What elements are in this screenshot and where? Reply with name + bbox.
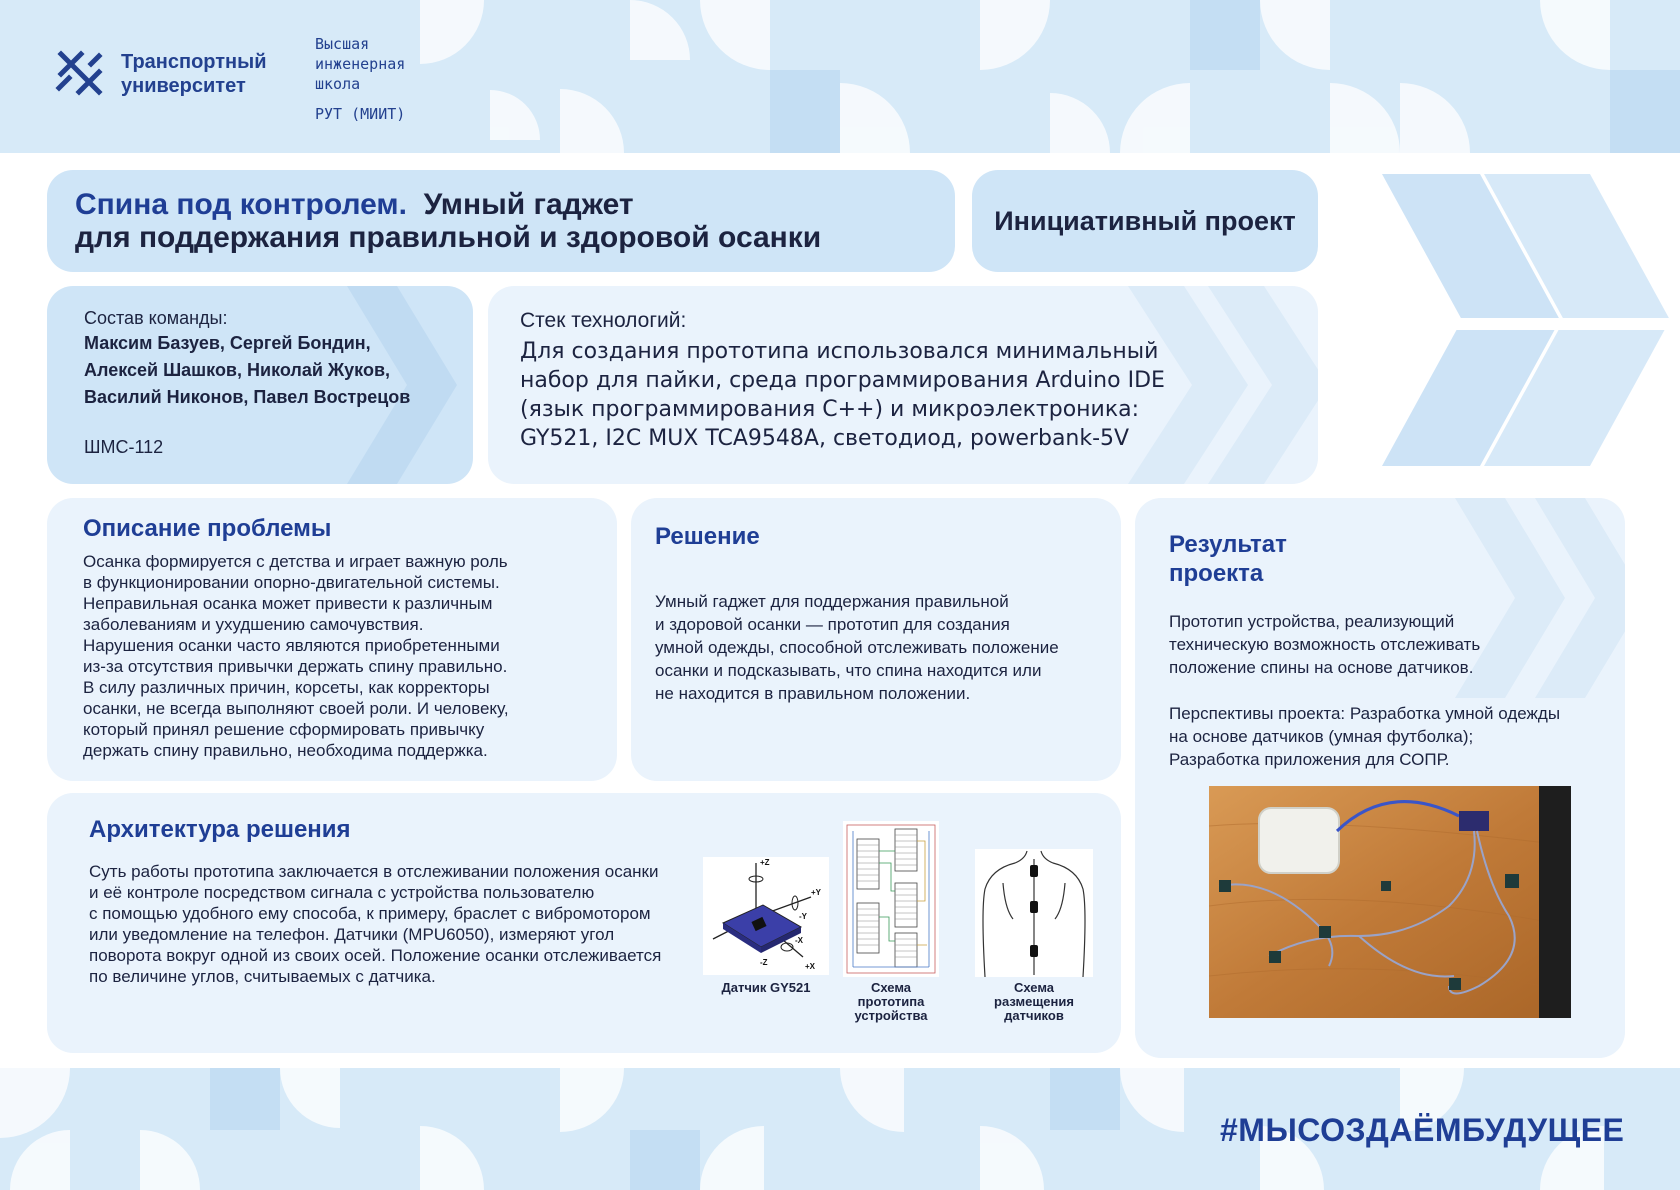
university-name-line: университет [121, 75, 246, 97]
school-name-line: школа [315, 75, 361, 93]
sensor-placement-figure [975, 849, 1093, 977]
result-line: техническую возможность отслеживать [1169, 635, 1481, 654]
axis-label: +X [805, 962, 816, 971]
problem-line: в функционировании опорно-двигательной системы. [83, 573, 500, 592]
school-name-line: РУТ (МИИТ) [315, 105, 406, 123]
team-member-line: Алексей Шашков, Николай Жуков, [84, 360, 391, 380]
school-name [315, 34, 435, 124]
problem-line: заболеваниям и ухудшению самочувствия. [83, 615, 424, 634]
prototype-schematic-illustration [843, 821, 939, 977]
problem-text [83, 551, 509, 761]
caption-line: Схема [1013, 980, 1055, 995]
caption-line: Схема [870, 980, 912, 995]
architecture-text [89, 861, 661, 987]
architecture-line: или уведомление на телефон. Датчики (MPU6050), измеряют угол [89, 925, 615, 944]
project-type-label: Инициативный проект [994, 205, 1296, 236]
caption-line: устройства [854, 1008, 928, 1023]
gy521-caption [703, 981, 829, 995]
solution-heading: Решение [655, 523, 760, 550]
problem-line: держать спину правильно, необходима поддержка. [83, 741, 488, 760]
tech-stack-line: GY521, I2C MUX TCA9548A, светодиод, powerbank-5V [520, 426, 1130, 451]
university-name [121, 50, 291, 98]
decorative-chevrons [1330, 170, 1680, 490]
axis-label: +Z [760, 858, 770, 867]
problem-line: Осанка формируется с детства и играет важную роль [83, 552, 508, 571]
tech-stack-line: Для создания прототипа использовался минимальный [520, 339, 1159, 364]
prototype-photo [1209, 786, 1571, 1018]
school-name-line: Высшая [315, 35, 370, 53]
caption-line: размещения [994, 994, 1074, 1009]
team-group: ШМС-112 [84, 437, 164, 457]
solution-line: и здоровой осанки — прототип для создания [655, 615, 1010, 634]
axis-label: -X [795, 936, 803, 945]
architecture-heading: Архитектура решения [89, 816, 351, 843]
poster-title [75, 188, 945, 254]
architecture-line: поворота вокруг одной из своих осей. Положение осанки отслеживается [89, 946, 662, 965]
team-panel [47, 286, 473, 484]
title-panel [47, 170, 955, 272]
problem-line: В силу различных причин, корсеты, как корректоры [83, 678, 490, 697]
gy521-sensor-figure [703, 857, 829, 975]
schematic-caption [843, 981, 939, 1023]
team-label: Состав команды: [84, 308, 228, 328]
result-line: на основе датчиков (умная футболка); [1169, 727, 1474, 746]
solution-line: не находится в правильном положении. [655, 684, 971, 703]
school-name-line: инженерная [315, 55, 406, 73]
team-member-line: Максим Базуев, Сергей Бондин, [84, 333, 371, 353]
problem-line: Неправильная осанка может привести к различным [83, 594, 493, 613]
tech-stack-line: набор для пайки, среда программирования Arduino IDE [520, 368, 1165, 393]
university-logo [55, 35, 406, 123]
problem-line: Нарушения осанки часто являются приобретенными [83, 636, 500, 655]
hashtag-slogan: #МЫСОЗДАЁМБУДУЩЕЕ [1220, 1112, 1625, 1148]
result-heading-line: проекта [1169, 560, 1264, 587]
architecture-line: по величине углов, считываемых с датчика. [89, 967, 436, 986]
solution-line: осанки и подсказывать, что спина находится или [655, 661, 1042, 680]
tech-stack-label: Стек технологий: [520, 309, 687, 332]
title-line1: Умный гаджет [423, 188, 634, 221]
caption-line: Датчик GY521 [721, 980, 811, 995]
solution-panel [631, 498, 1121, 781]
university-name-line: Транспортный [121, 51, 267, 73]
problem-line: из-за отсутствия привычки держать спину правильно. [83, 657, 508, 676]
solution-line: Умный гаджет для поддержания правильной [655, 592, 1009, 611]
sensor-placement-illustration [975, 849, 1093, 977]
architecture-line: и её контроле посредством сигнала с устройства пользователю [89, 883, 595, 902]
project-type-panel [972, 170, 1318, 272]
problem-panel [47, 498, 617, 781]
solution-line: умной одежды, способной отслеживать положение [655, 638, 1059, 657]
result-summary [1169, 610, 1480, 679]
result-heading [1169, 530, 1287, 588]
prototype-schematic-figure [843, 821, 939, 977]
team-members [84, 330, 410, 411]
axis-label: +Y [811, 888, 822, 897]
tech-stack-text [520, 337, 1165, 453]
placement-caption [965, 981, 1103, 1023]
architecture-line: Суть работы прототипа заключается в отслеживании положения осанки [89, 862, 659, 881]
result-line: Прототип устройства, реализующий [1169, 612, 1455, 631]
problem-line: который принял решение сформировать привычку [83, 720, 485, 739]
architecture-panel [47, 793, 1121, 1053]
solution-text [655, 590, 1059, 705]
tech-stack-panel [488, 286, 1318, 484]
caption-line: датчиков [1004, 1008, 1064, 1023]
result-line: положение спины на основе датчиков. [1169, 658, 1474, 677]
axis-label: -Z [760, 958, 768, 967]
axis-label: -Y [799, 912, 807, 921]
result-heading-line: Результат [1169, 531, 1287, 558]
result-perspectives [1169, 702, 1560, 771]
problem-line: осанки, не всегда выполняют своей роли. И человеку, [83, 699, 509, 718]
result-line: Разработка приложения для СОПР. [1169, 750, 1450, 769]
caption-line: прототипа [857, 994, 925, 1009]
transport-university-logo-icon [55, 48, 105, 98]
gy521-sensor-illustration [703, 857, 829, 975]
prototype-photo-illustration [1209, 786, 1571, 1018]
architecture-line: с помощью удобного ему способа, к примеру, браслет с вибромотором [89, 904, 651, 923]
problem-heading: Описание проблемы [83, 515, 332, 542]
title-line2: для поддержания правильной и здоровой осанки [75, 221, 822, 254]
result-line: Перспективы проекта: Разработка умной одежды [1169, 704, 1561, 723]
title-highlight: Спина под контролем. [75, 188, 407, 221]
tech-stack-line: (язык программирования C++) и микроэлектроника: [520, 397, 1140, 422]
team-member-line: Василий Никонов, Павел Вострецов [84, 387, 411, 407]
